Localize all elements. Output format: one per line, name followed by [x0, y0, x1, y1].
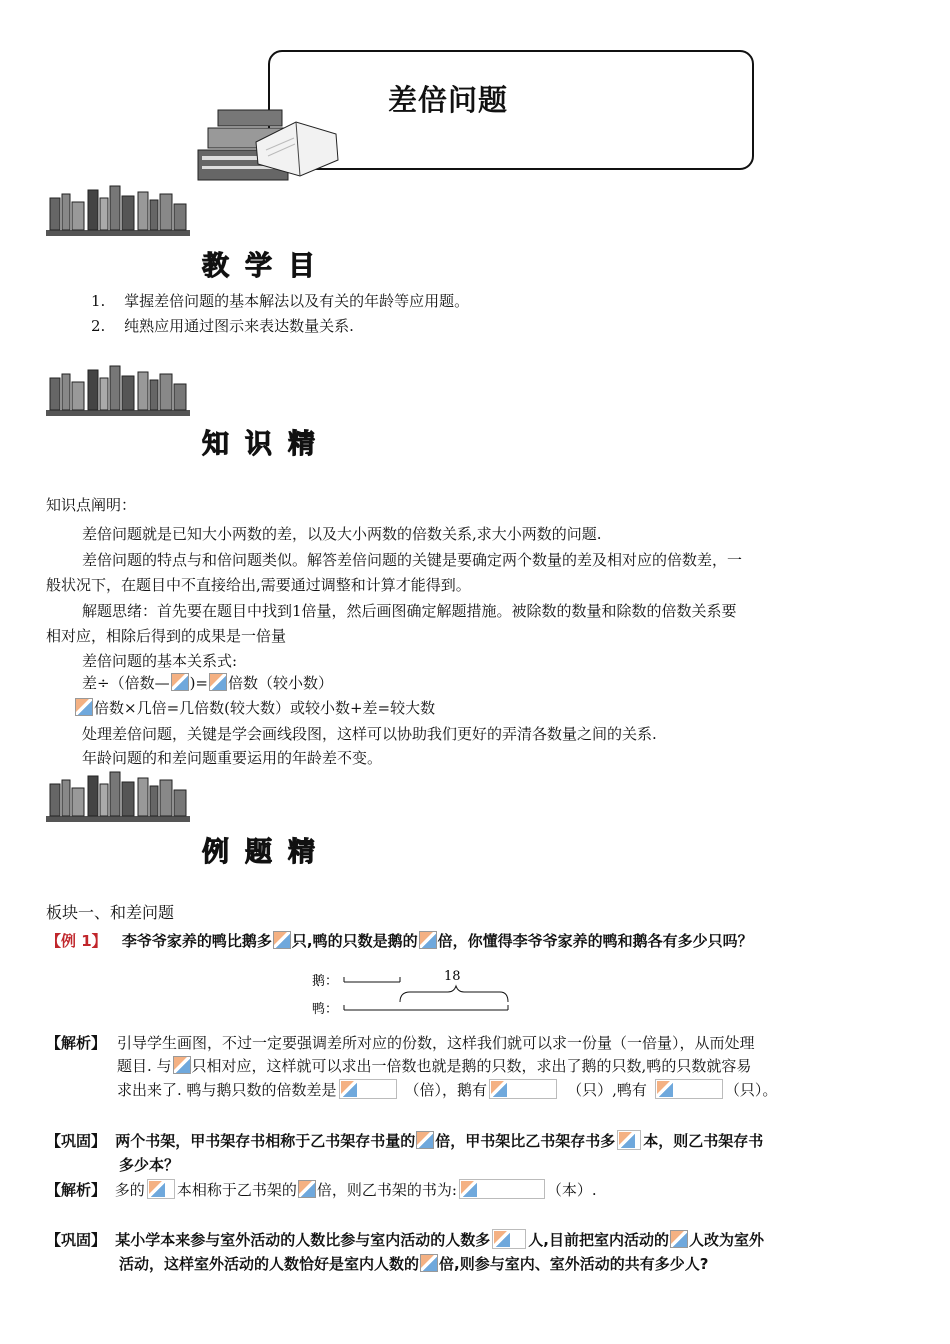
analysis-text: （只）。	[724, 1081, 778, 1099]
bookshelf-icon	[46, 184, 190, 238]
page-title: 差倍问题	[388, 83, 509, 117]
formula-text: 差÷（倍数—	[82, 674, 170, 692]
analysis-tag: 【解析】	[46, 1181, 107, 1199]
section-heading-knowledge: 知识精	[202, 429, 331, 460]
image-placeholder-icon	[416, 1131, 434, 1149]
formula-text: 倍数×几倍=几倍数(较大数）或较小数+差=较大数	[94, 699, 436, 717]
goal-item	[91, 290, 469, 312]
example-tag: 【例 1】	[46, 932, 107, 950]
goal-item	[91, 315, 354, 337]
image-placeholder-icon	[298, 1180, 316, 1198]
analysis-text: 引导学生画图，不过一定要强调差所对应的份数，这样我们就可以求一份量（一倍量），从而处理	[117, 1034, 755, 1052]
analysis-text: 本相称于乙书架的	[176, 1181, 297, 1199]
difference-label: 18	[444, 969, 461, 984]
formula-text: )=	[189, 674, 208, 692]
question-text: 李爷爷家养的鸭比鹅多	[121, 932, 272, 950]
consolidate-question	[46, 1229, 764, 1251]
knowledge-paragraph: 处理差倍问题，关键是学会画线段图，这样可以协助我们更好的弄清各数量之间的关系.	[82, 725, 657, 743]
analysis-tag: 【解析】	[46, 1034, 107, 1052]
block-heading: 板块一、和差问题	[46, 903, 175, 922]
analysis-text: 多的	[114, 1181, 145, 1199]
books-stack-icon	[196, 98, 346, 188]
image-placeholder-icon	[171, 673, 189, 691]
goal-text: 纯熟应用通过图示来表达数量关系.	[124, 317, 354, 335]
analysis-text: 题目. 与	[117, 1057, 172, 1075]
question-text: 活动，这样室外活动的人数恰好是室内人数的	[119, 1255, 420, 1273]
bookshelf-icon	[46, 364, 190, 418]
image-placeholder-icon	[617, 1130, 641, 1150]
knowledge-paragraph: 差倍问题的基本关系式:	[82, 652, 238, 670]
knowledge-paragraph: 差倍问题就是已知大小两数的差，以及大小两数的倍数关系,求大小两数的问题.	[82, 525, 602, 543]
analysis-line	[117, 1079, 777, 1101]
question-text: 倍，甲书架比乙书架存书多	[435, 1132, 616, 1150]
formula-image-placeholder	[489, 1079, 557, 1099]
formula-text: 倍数（较小数）	[228, 674, 334, 692]
example-question	[46, 930, 753, 952]
question-text: 两个书架，甲书架存书相称于乙书架存书量的	[115, 1132, 416, 1150]
bookshelf-icon	[46, 770, 190, 824]
analysis-text: （只）,鸭有	[567, 1081, 647, 1099]
question-text: 本，则乙书架存书	[643, 1132, 764, 1150]
image-placeholder-icon	[670, 1230, 688, 1248]
consolidate-tag: 【巩固】	[46, 1132, 107, 1150]
knowledge-paragraph: 相对应，相除后得到的成果是一倍量	[46, 627, 287, 645]
question-text: 多少本？	[119, 1156, 180, 1174]
image-placeholder-icon	[75, 698, 93, 716]
section-heading-goals: 教学目	[202, 251, 331, 282]
knowledge-paragraph: 解题思绪：首先要在题目中找到1倍量，然后画图确定解题措施。被除数的数量和除数的倍数关系要	[82, 602, 737, 620]
image-placeholder-icon	[420, 1254, 438, 1272]
question-text: 人,目前把室内活动的	[528, 1231, 669, 1249]
formula-line	[82, 672, 333, 694]
consolidate-line	[119, 1253, 708, 1275]
goal-text: 掌握差倍问题的基本解法以及有关的年龄等应用题。	[124, 292, 470, 310]
knowledge-paragraph: 般状况下，在题目中不直接给出,需要通过调整和计算才能得到。	[46, 576, 471, 594]
image-placeholder-icon	[173, 1056, 191, 1074]
goal-number: 1.	[91, 292, 106, 310]
formula-line	[74, 697, 435, 719]
knowledge-paragraph: 差倍问题的特点与和倍问题类似。解答差倍问题的关键是要确定两个数量的差及相对应的倍数差，一	[82, 551, 743, 569]
analysis-text: 倍，则乙书架的书为:	[316, 1181, 457, 1199]
knowledge-paragraph: 年龄问题的和差问题重要运用的年龄差不变。	[82, 749, 383, 767]
analysis-line	[117, 1055, 751, 1077]
section-heading-examples: 例题精	[202, 837, 331, 868]
question-text: 人改为室外	[688, 1231, 764, 1249]
analysis-text: 只相对应，这样就可以求出一倍数也就是鹅的只数，求出了鹅的只数,鸭的只数就容易	[191, 1057, 752, 1075]
analysis-text: （倍），鹅有	[404, 1081, 488, 1099]
question-text: 某小学本来参与室外活动的人数比参与室内活动的人数多	[115, 1231, 491, 1249]
consolidate-question	[46, 1130, 763, 1152]
formula-image-placeholder	[655, 1079, 723, 1099]
image-placeholder-icon	[147, 1179, 175, 1199]
formula-image-placeholder	[459, 1179, 545, 1199]
analysis-text: （本）.	[546, 1181, 597, 1199]
line-segment-diagram	[310, 966, 520, 1026]
image-placeholder-icon	[419, 931, 437, 949]
goose-label: 鹅：	[312, 974, 339, 989]
duck-label: 鸭：	[312, 1002, 339, 1017]
question-text: 倍，你懂得李爷爷家养的鸭和鹅各有多少只吗？	[437, 932, 753, 950]
knowledge-heading: 知识点阐明：	[46, 496, 137, 514]
question-text: 倍,则参与室内、室外活动的共有多少人?	[439, 1255, 709, 1273]
image-placeholder-icon	[209, 673, 227, 691]
analysis-line	[46, 1179, 597, 1201]
formula-image-placeholder	[339, 1079, 397, 1099]
goal-number: 2.	[91, 317, 106, 335]
analysis-text: 求出来了. 鸭与鹅只数的倍数差是	[117, 1081, 337, 1099]
consolidate-tag: 【巩固】	[46, 1231, 107, 1249]
image-placeholder-icon	[273, 931, 291, 949]
question-text: 只,鸭的只数是鹅的	[291, 932, 418, 950]
image-placeholder-icon	[492, 1229, 526, 1249]
